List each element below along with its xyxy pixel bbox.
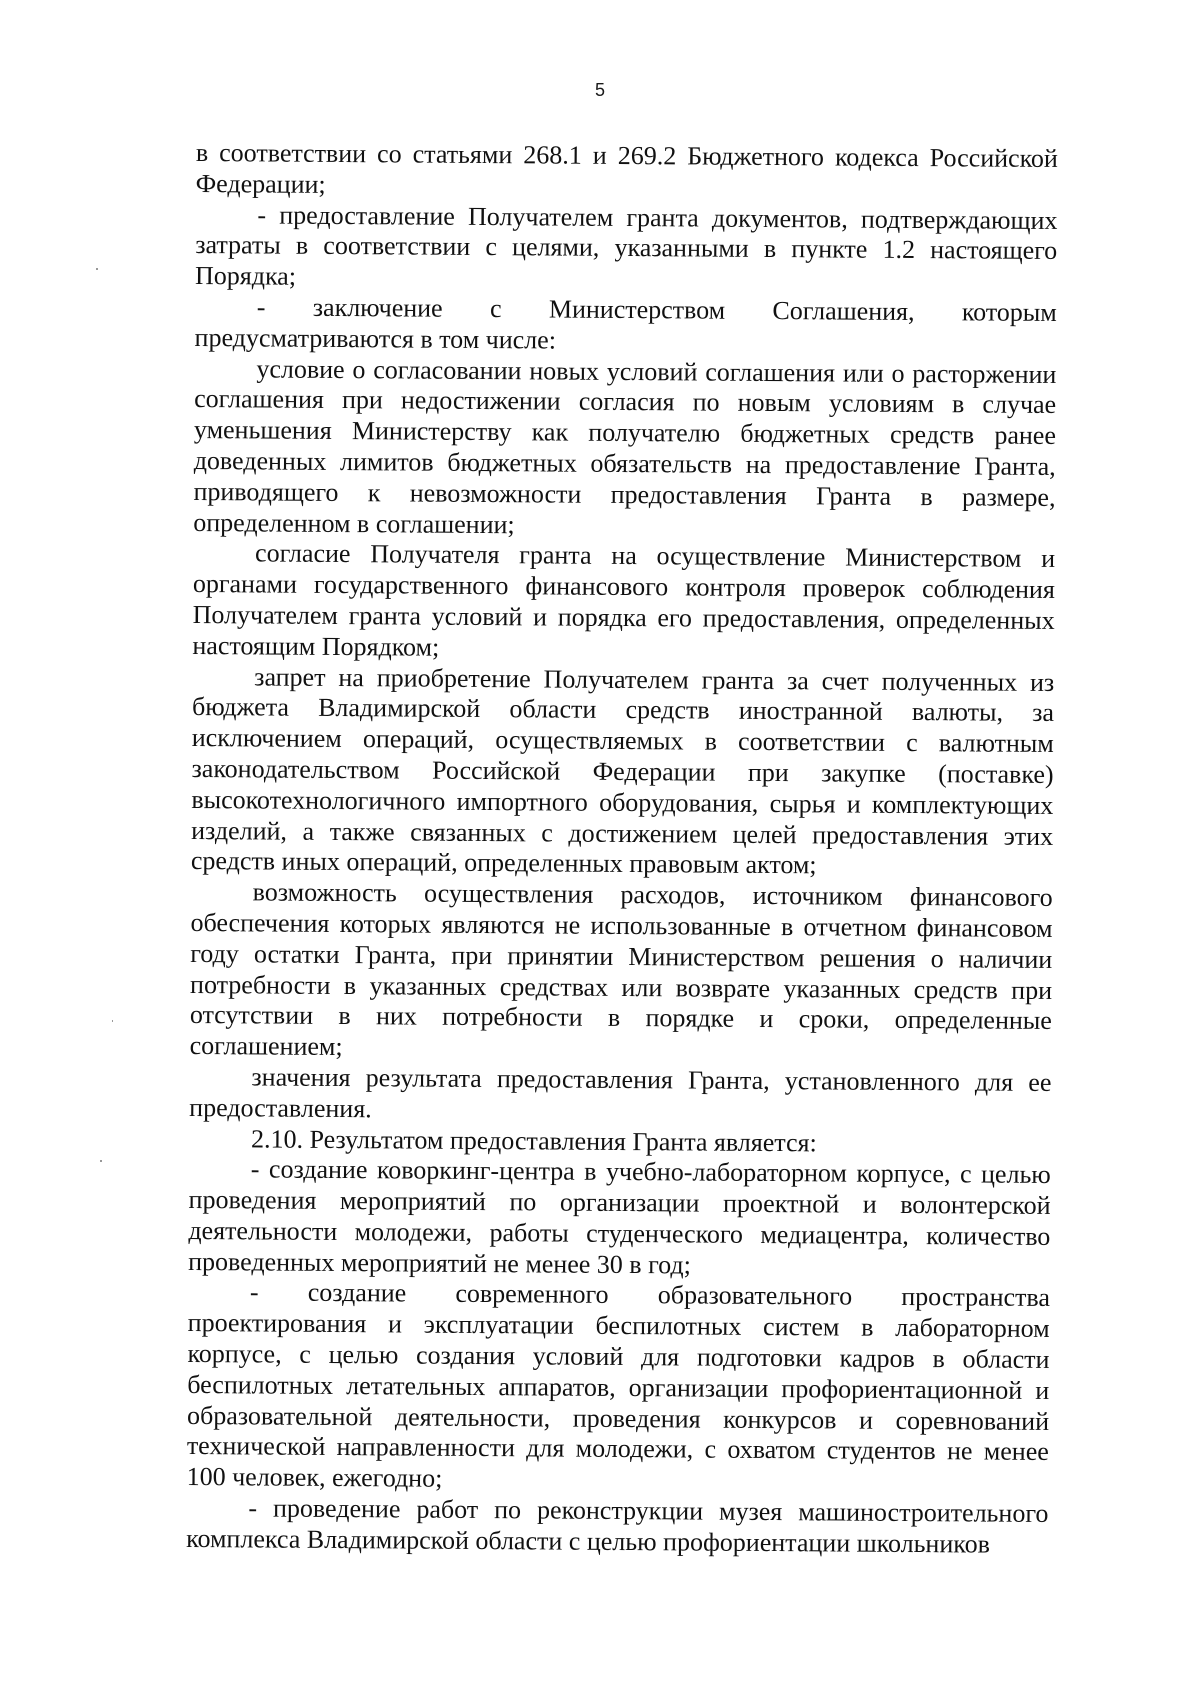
paragraph: - создание коворкинг-центра в учебно-лабораторном корпусе, с целью проведения мероприятий по организации проектной и волонтерской деятельности молодежи, работы студенческого медиацентра, количество проведенных мероприятий не менее 30 в год; <box>188 1154 1051 1280</box>
scan-speck <box>100 1160 102 1162</box>
paragraph: согласие Получателя гранта на осуществление Министерством и органами государственного финансового контроля проверок соблюдения Получателем гранта условий и порядка его предоставления, определенных настоящим Порядком; <box>192 538 1056 662</box>
paragraph: возможность осуществления расходов, источником финансового обеспечения которых являются не использованные в отчетном финансовом году остатки Гранта, при принятии Министерством решения о наличии потребности в указанных средствах или возврате указанных средств при отсутствии в них потребности в порядке и сроки, определенные соглашением; <box>189 877 1053 1062</box>
paragraph: условие о согласовании новых условий соглашения или о расторжении соглашения при недостижении согласия по новым условиям в случае уменьшения Министерству как получателю бюджетных средств ранее доведенных лимитов бюджетных обязательств на предоставление Гранта, приводящего к невозможности предоставления Гранта в размере, определенном в соглашении; <box>193 354 1057 539</box>
document-body <box>186 138 1058 1561</box>
paragraph: - предоставление Получателем гранта документов, подтверждающих затраты в соответствии с целями, указанными в пункте 1.2 настоящего Порядка; <box>194 200 1058 291</box>
paragraph: - заключение с Министерством Соглашения, которым предусматриваются в том числе: <box>194 292 1057 355</box>
paragraph: значения результата предоставления Гранта, установленного для ее предоставления. <box>189 1062 1052 1123</box>
scan-speck <box>112 1020 113 1022</box>
paragraph: - создание современного образовательного пространства проектирования и эксплуатации беспилотных систем в лабораторном корпусе, с целью создания условий для подготовки кадров в области беспилотных летательных аппаратов, организации профориентационной и образовательной деятельности, проведения конкурсов и соревнований технической направленности для молодежи, с охватом студентов не менее 100 человек, ежегодно; <box>186 1277 1051 1494</box>
paragraph: в соответствии со статьями 268.1 и 269.2 Бюджетного кодекса Российской Федерации; <box>195 138 1058 199</box>
paragraph: запрет на приобретение Получателем гранта за счет полученных из бюджета Владимирской области средств иностранной валюты, за исключением операций, осуществляемых в соответствии с валютным законодательством Российской Федерации при закупке (поставке) высокотехнологичного импортного оборудования, сырья и комплектующих изделий, а также связанных с достижением целей предоставления этих средств иных операций, определенных правовым актом; <box>190 661 1055 880</box>
scan-speck <box>96 268 98 270</box>
page-number: 5 <box>594 80 605 100</box>
paragraph: 2.10. Результатом предоставления Гранта является: <box>250 1123 817 1157</box>
paragraph: - проведение работ по реконструкции музея машиностроительного комплекса Владимирской области с целью профориентации школьников <box>186 1493 1049 1559</box>
